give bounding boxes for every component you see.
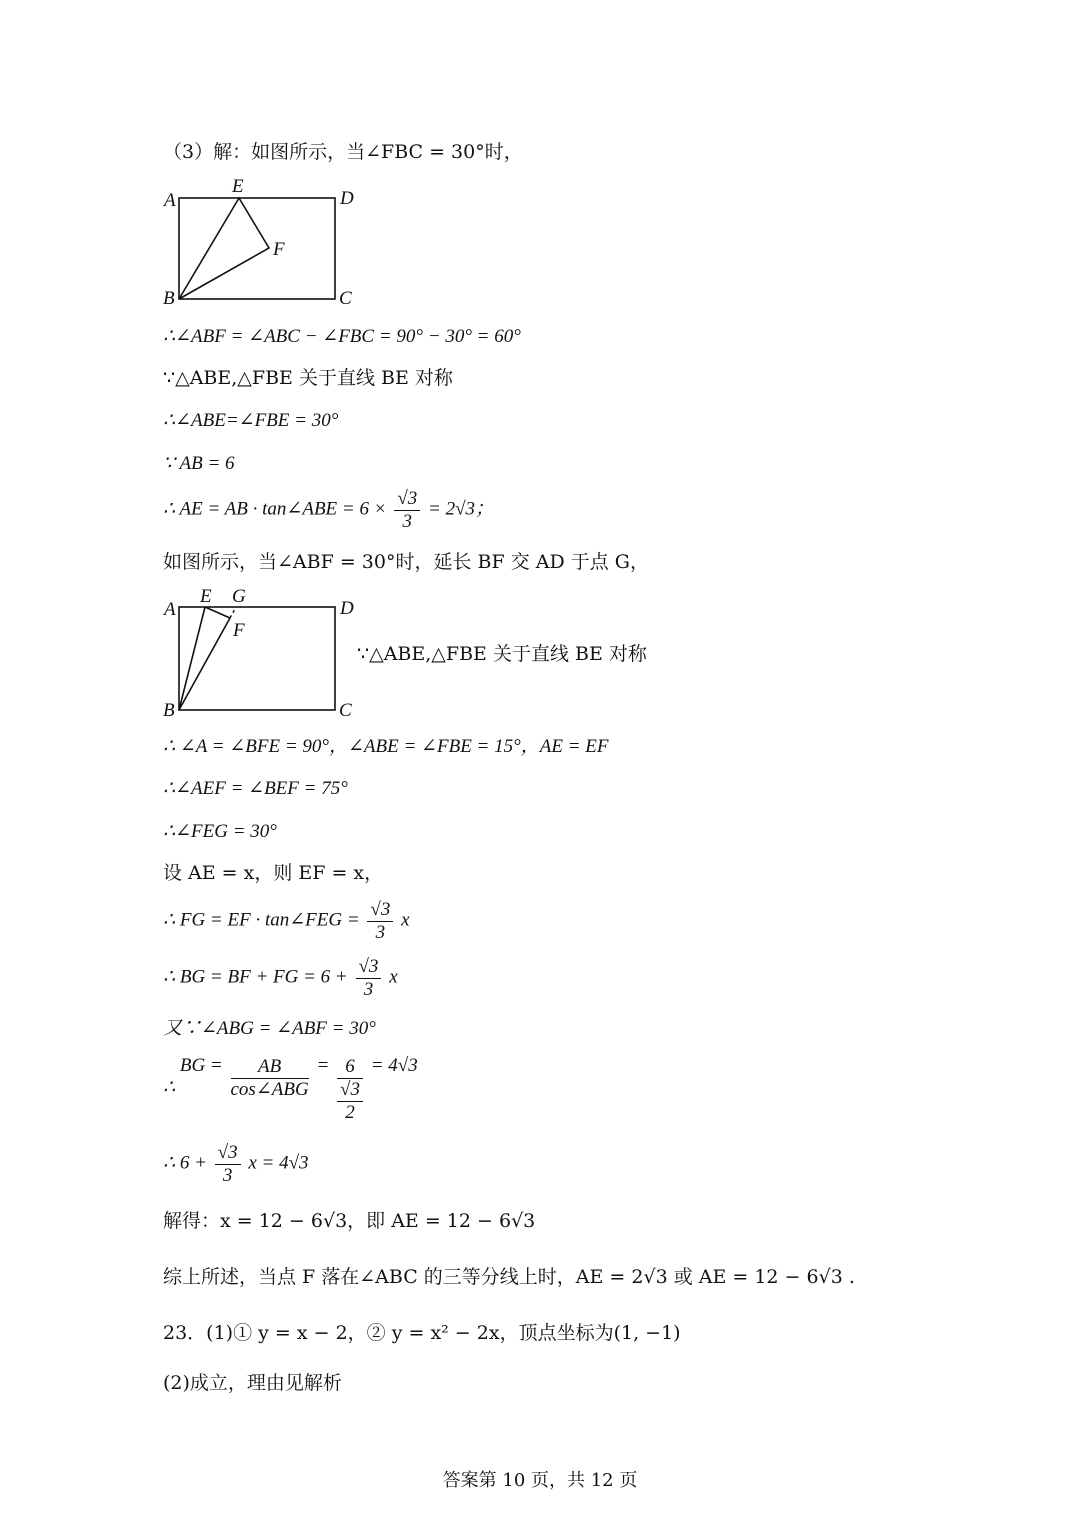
line-summary: 综上所述，当点 F 落在∠ABC 的三等分线上时，AE = 2√3 或 AE = 12 − 6√3 . [163, 1266, 855, 1288]
fig1-label-b: B [163, 288, 175, 309]
ae-calc-left: ∴ AE = AB · tan∠ABE = 6 × [163, 498, 387, 520]
fraction-denominator: cos∠ABG [230, 1078, 309, 1100]
fraction-numerator: √3 [356, 956, 382, 979]
line-angle-abe: ∴∠ABE=∠FBE = 30° [163, 410, 339, 431]
line-symmetry-2: ∵△ABE,△FBE 关于直线 BE 对称 [357, 643, 647, 665]
fig2-label-b: B [163, 700, 175, 721]
figure-2 [150, 582, 380, 722]
bg-cos-result: = 4√3 [370, 1055, 418, 1076]
fg-calc-left: ∴ FG = EF · tan∠FEG = [163, 909, 360, 931]
line-bg-sum [163, 956, 398, 1001]
fraction-denominator: 2 [345, 1101, 355, 1123]
fraction-sqrt3-over-3 [394, 488, 420, 533]
fraction-denominator: 3 [222, 1164, 233, 1186]
line-angle-aef: ∴∠AEF = ∠BEF = 75° [163, 778, 348, 799]
line-ae-calc [163, 488, 494, 533]
line-angles-90-15: ∴ ∠A = ∠BFE = 90°，∠ABE = ∠FBE = 15°，AE = EF [163, 736, 609, 757]
line-symmetry-1: ∵△ABE,△FBE 关于直线 BE 对称 [163, 367, 453, 389]
line-equation [163, 1142, 309, 1187]
line-let-ae-x: 设 AE = x，则 EF = x， [163, 862, 384, 884]
fraction-numerator: AB [231, 1056, 309, 1079]
fig1-label-a: A [164, 190, 176, 211]
figure-1 [150, 170, 380, 315]
fig1-label-f: F [273, 239, 285, 260]
equation-left: ∴ 6 + [163, 1152, 207, 1174]
fraction-numerator: √3 [337, 1079, 363, 1102]
fraction-sqrt3-over-3 [356, 956, 382, 1001]
fraction-denominator: 3 [402, 510, 413, 532]
fraction-sqrt3-over-2 [337, 1079, 363, 1124]
fraction-ab-over-cos [231, 1056, 309, 1101]
fg-calc-right: x [401, 909, 410, 931]
line-q23-part1: 23．(1)① y = x − 2，② y = x² − 2x，顶点坐标为(1, −1) [163, 1322, 681, 1344]
line-part3-intro: （3）解：如图所示，当∠FBC = 30°时， [163, 141, 523, 163]
equation-right: x = 4√3 [248, 1152, 309, 1174]
fraction-numerator: √3 [215, 1142, 241, 1165]
line-q23-part2: (2)成立，理由见解析 [163, 1372, 342, 1394]
equals-sign: = [316, 1055, 330, 1076]
bg-sum-left: ∴ BG = BF + FG = 6 + [163, 966, 348, 988]
fraction-numerator: √3 [367, 899, 393, 922]
fig1-label-d: D [340, 188, 354, 209]
line-fg-calc [163, 899, 410, 944]
fraction-denominator: 3 [375, 921, 386, 943]
fraction-numerator: 6 [337, 1056, 363, 1079]
therefore-symbol: ∴ [163, 1077, 176, 1098]
fig2-label-d: D [340, 598, 354, 619]
line-angle-abg: 又∵∠ABG = ∠ABF = 30° [163, 1018, 376, 1039]
line-angle-feg: ∴∠FEG = 30° [163, 821, 277, 842]
ae-calc-right: = 2√3； [428, 498, 494, 520]
fraction-sqrt3-over-3 [215, 1142, 241, 1187]
line-case2-intro: 如图所示，当∠ABF = 30°时，延长 BF 交 AD 于点 G， [163, 551, 649, 573]
bg-cos-label: BG = [179, 1055, 223, 1076]
fraction-6-over-root [337, 1056, 363, 1124]
fraction-numerator: √3 [394, 488, 420, 511]
line-bg-cos [163, 1056, 418, 1124]
page-footer: 答案第 10 页，共 12 页 [442, 1470, 638, 1491]
fig1-label-c: C [339, 288, 352, 309]
line-ab-value: ∵ AB = 6 [163, 453, 235, 474]
fig2-label-e: E [200, 586, 212, 607]
fig2-label-a: A [164, 599, 176, 620]
bg-sum-right: x [389, 966, 398, 988]
line-angle-abf: ∴∠ABF = ∠ABC − ∠FBC = 90° − 30° = 60° [163, 326, 521, 347]
fig1-label-e: E [232, 176, 244, 197]
line-solution: 解得：x = 12 − 6√3，即 AE = 12 − 6√3 [163, 1210, 536, 1232]
fraction-denominator: 3 [363, 978, 374, 1000]
fig2-label-g: G [232, 586, 246, 607]
fig2-label-c: C [339, 700, 352, 721]
fraction-sqrt3-over-3 [367, 899, 393, 944]
fig2-label-f: F [233, 620, 245, 641]
